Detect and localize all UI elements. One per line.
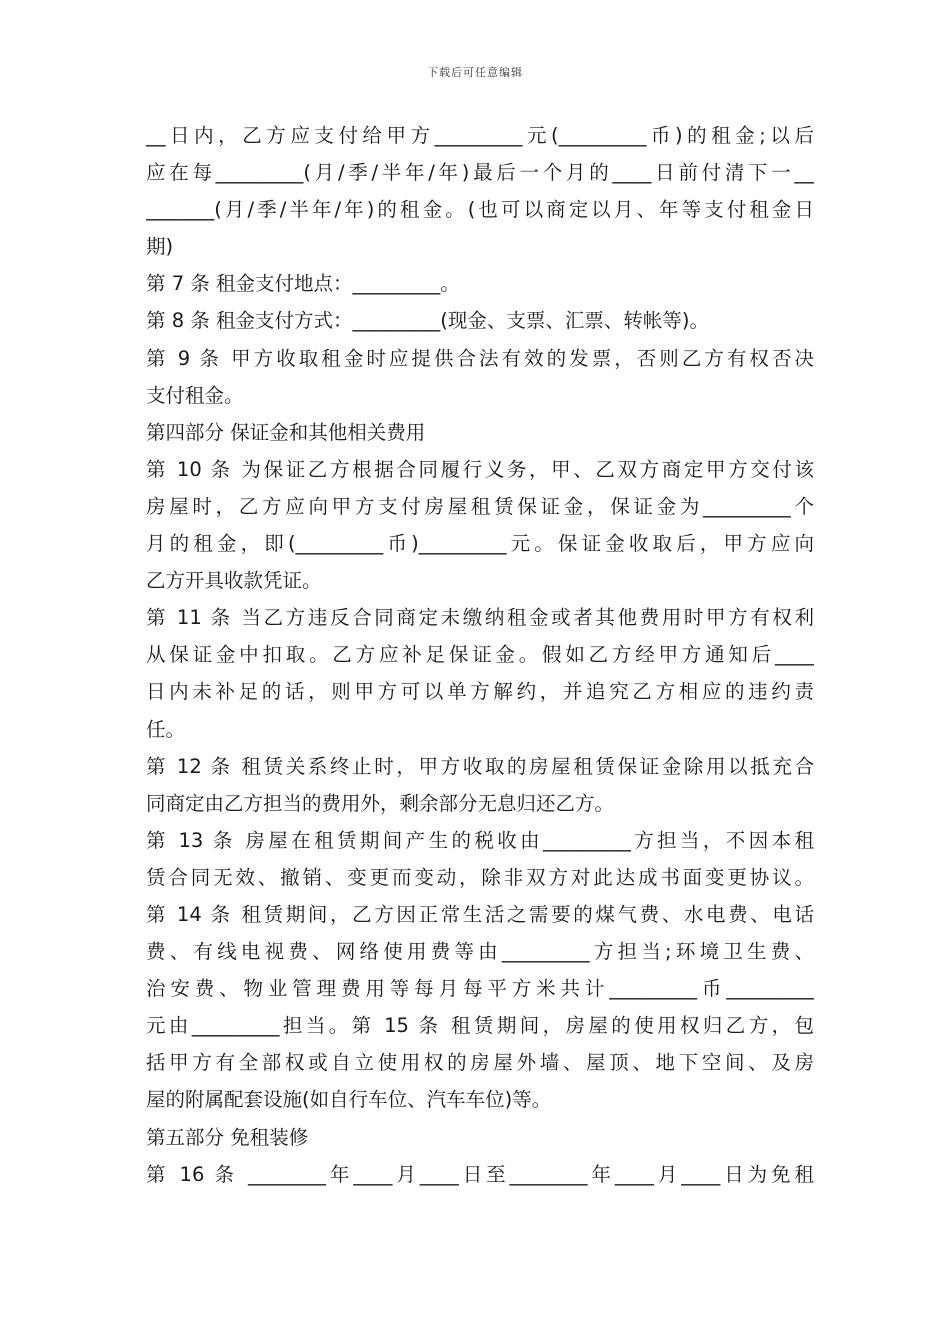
text-line: 括甲方有全部权或自立使用权的房屋外墙、屋顶、地下空间、及房 (146, 1051, 814, 1075)
text-line: 乙方开具收款凭证。 (146, 569, 322, 593)
text-line: 赁合同无效、撤销、变更而变动，除非双方对此达成书面变更协议。 (146, 865, 814, 889)
text-line: __日内，乙方应支付给甲方_________元(_________币)的租金;以后 (146, 124, 814, 147)
text-line: 第 11 条 当乙方违反合同商定未缴纳租金或者其他费用时甲方有权利 (146, 606, 814, 630)
text-line: 同商定由乙方担当的费用外，剩余部分无息归还乙方。 (146, 791, 615, 815)
text-line: 元由_________担当。第 15 条 租赁期间，房屋的使用权归乙方，包 (146, 1014, 814, 1038)
text-line: _______(月/季/半年/年)的租金。(也可以商定以月、年等支付租金日 (146, 198, 814, 222)
text-line: 第五部分 免租装修 (146, 1125, 309, 1149)
text-line: 第 13 条 房屋在租赁期间产生的税收由_________方担当，不因本租 (146, 828, 814, 852)
text-line: 治安费、物业管理费用等每月每平方米共计_________币_________ (146, 977, 814, 1001)
text-line: 期) (146, 235, 174, 259)
text-line: 任。 (146, 717, 186, 741)
text-line: 费、有线电视费、网络使用费等由_________方担当;环境卫生费、 (146, 940, 814, 964)
text-line: 第 7 条 租金支付地点：_________。 (146, 272, 460, 296)
text-line: 日内未补足的话，则甲方可以单方解约，并追究乙方相应的违约责 (146, 680, 814, 704)
text-line: 第 16 条 ________年____月____日至________年____月____日为免租 (146, 1162, 814, 1186)
document-body (146, 117, 814, 1193)
page-header-note: 下载后可任意编辑 (427, 66, 523, 79)
text-line: 从保证金中扣取。乙方应补足保证金。假如乙方经甲方通知后____ (146, 643, 814, 667)
text-line: 房屋时，乙方应向甲方支付房屋租赁保证金，保证金为_________个 (146, 494, 814, 518)
text-line: 屋的附属配套设施(如自行车位、汽车车位)等。 (146, 1088, 552, 1112)
text-line: 第四部分 保证金和其他相关费用 (146, 420, 426, 444)
text-line: 第 14 条 租赁期间，乙方因正常生活之需要的煤气费、水电费、电话 (146, 902, 814, 926)
text-line: 第 12 条 租赁关系终止时，甲方收取的房屋租赁保证金除用以抵充合 (146, 754, 814, 778)
text-line: 第 8 条 租金支付方式：_________(现金、支票、汇票、转帐等)。 (146, 309, 709, 333)
text-line: 月的租金，即(_________币)_________元。保证金收取后，甲方应向 (146, 532, 814, 556)
text-line: 应在每_________(月/季/半年/年)最后一个月的____日前付清下一__ (146, 161, 814, 185)
text-line: 第 9 条 甲方收取租金时应提供合法有效的发票，否则乙方有权否决 (146, 346, 814, 370)
text-line: 支付租金。 (146, 383, 244, 407)
text-line: 第 10 条 为保证乙方根据合同履行义务，甲、乙双方商定甲方交付该 (146, 457, 814, 481)
